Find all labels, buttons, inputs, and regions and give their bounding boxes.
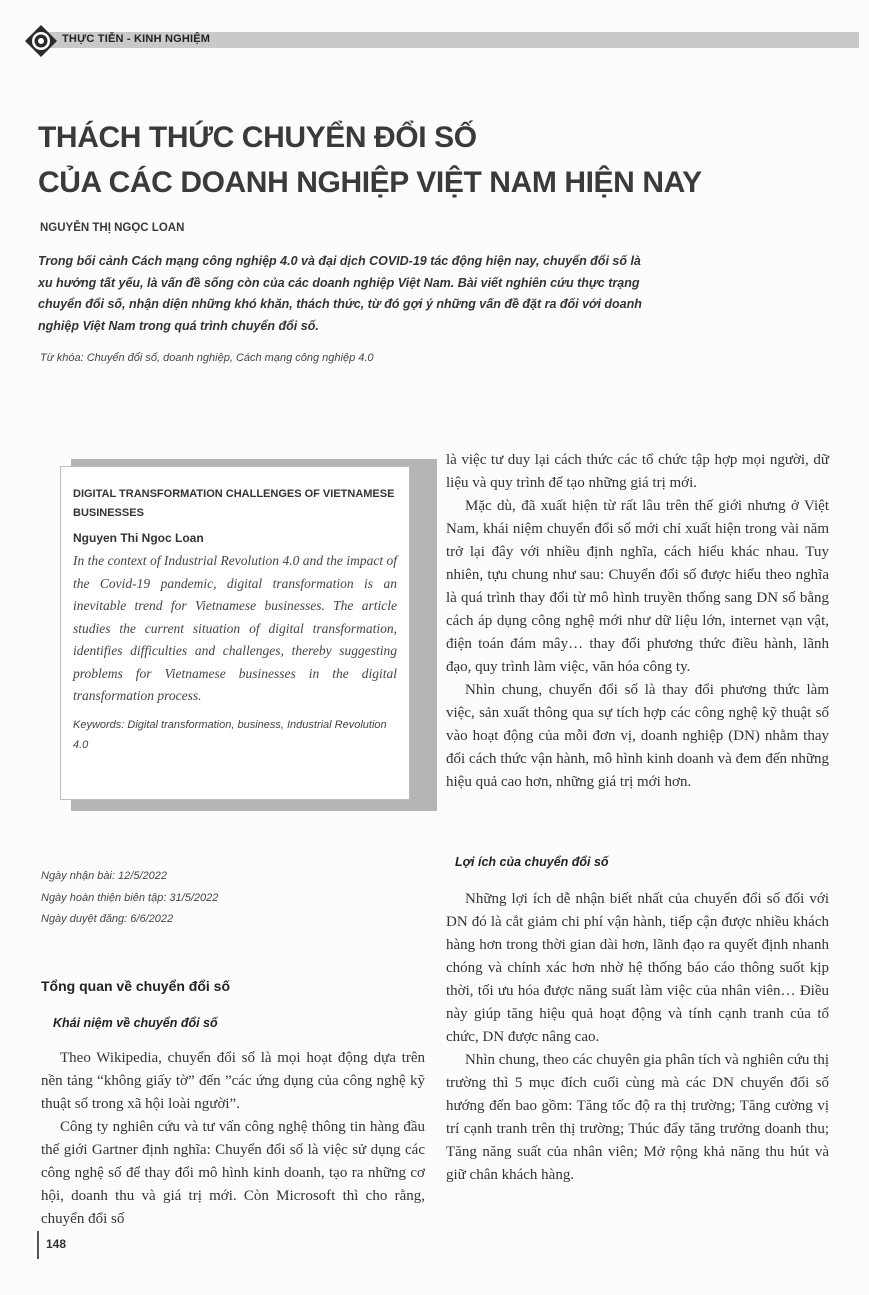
submission-dates xyxy=(41,866,218,931)
date-revised: Ngày hoàn thiện biên tập: 31/5/2022 xyxy=(41,891,219,904)
right-column-body-top xyxy=(446,449,829,794)
page-number-rule xyxy=(37,1231,39,1259)
right-column-body-bottom xyxy=(446,888,829,1187)
english-keywords: Keywords: Digital transformation, business, Industrial Revolution 4.0 xyxy=(73,718,387,751)
title-line-1: THÁCH THỨC CHUYỂN ĐỔI SỐ xyxy=(38,121,477,154)
title-line-2: CỦA CÁC DOANH NGHIỆP VIỆT NAM HIỆN NAY xyxy=(38,166,702,199)
date-received: Ngày nhận bài: 12/5/2022 xyxy=(41,870,167,882)
section-label: THỰC TIỄN - KINH NGHIỆM xyxy=(62,33,211,45)
section-heading: Tổng quan về chuyển đổi số xyxy=(41,978,231,994)
left-column-body xyxy=(41,1047,425,1231)
paragraph-continuation: là việc tư duy lại cách thức các tổ chức tập hợp mọi người, dữ liệu và quy trình để tạo những giá trị mới. xyxy=(446,452,829,491)
paragraph: Mặc dù, đã xuất hiện từ rất lâu trên thế giới nhưng ở Việt Nam, khái niệm chuyển đổi số mới chỉ xuất hiện trong vài năm trở lại đây với nhiều định nghĩa, cách hiểu khác nhau. Tuy nhiên, tựu chung như sau: Chuyển đổi số được hiểu theo nghĩa là quá trình thay đổi từ mô hình truyền thống sang DN số bằng cách áp dụng công nghệ mới như dữ liệu lớn, internet vạn vật, điện toán đám mây… thay đổi phương thức điều hành, lãnh đạo, quy trình làm việc, văn hóa công ty. xyxy=(446,498,829,675)
abstract-vietnamese: Trong bối cảnh Cách mạng công nghiệp 4.0 và đại dịch COVID-19 tác động hiện nay, chuyển đổi số là xu hướng tất yếu, là vấn đề sống còn của các doanh nghiệp Việt Nam. Bài viết nghiên cứu thực trạng chuyển đổi số, nhận diện những khó khăn, thách thức, từ đó gợi ý những vấn đề đặt ra đối với doanh nghiệp Việt Nam trong quá trình chuyển đổi số. xyxy=(38,254,642,333)
paragraph: Nhìn chung, theo các chuyên gia phân tích và nghiên cứu thị trường thì 5 mục đích cuối cùng mà các DN chuyển đổi số hướng đến bao gồm: Tăng tốc độ ra thị trường; Tăng cường vị trí cạnh tranh trên thị trường; Thúc đẩy tăng trưởng doanh thu; Tăng năng suất của nhân viên; Mở rộng khả năng thu hút và giữ chân khách hàng. xyxy=(446,1052,829,1183)
date-approved: Ngày duyệt đăng: 6/6/2022 xyxy=(41,913,174,925)
author-name: NGUYỄN THỊ NGỌC LOAN xyxy=(40,222,185,234)
english-abstract: In the context of Industrial Revolution 4.0 and the impact of the Covid-19 pandemic, digital transformation is an inevitable trend for Vietnamese businesses. The article studies the current situation of digital transformation, identifies difficulties and challenges, thereby suggesting problems for Vietnamese businesses in the digital transformation process. xyxy=(73,553,397,703)
keywords-vietnamese: Từ khóa: Chuyển đổi số, doanh nghiệp, Cách mạng công nghiệp 4.0 xyxy=(40,352,374,364)
paragraph: Công ty nghiên cứu và tư vấn công nghệ thông tin hàng đầu thế giới Gartner định nghĩa: Chuyển đổi số là việc sử dụng các công nghệ số để thay đổi mô hình kinh doanh, tạo ra những cơ hội, doanh thu và giá trị mới. Còn Microsoft thì cho rằng, chuyển đổi số xyxy=(41,1119,425,1227)
english-author: Nguyen Thi Ngoc Loan xyxy=(73,531,204,545)
english-title: DIGITAL TRANSFORMATION CHALLENGES OF VIETNAMESE BUSINESSES xyxy=(73,488,395,519)
subheading-benefits: Lợi ích của chuyển đổi số xyxy=(455,855,609,869)
journal-emblem-icon xyxy=(24,24,58,58)
paragraph: Theo Wikipedia, chuyển đổi số là mọi hoạt động dựa trên nền tảng “không giấy tờ” đến ”các ứng dụng của công nghệ kỹ thuật số trong xã hội loài người”. xyxy=(41,1050,425,1112)
paragraph: Những lợi ích dễ nhận biết nhất của chuyển đổi số đối với DN đó là cắt giảm chi phí vận hành, tiếp cận được nhiều khách hàng hơn trong thời gian dài hơn, lãnh đạo ra quyết định nhanh chóng và chính xác hơn nhờ hệ thống báo cáo thông suốt kịp thời, tối ưu hóa được năng suất làm việc của nhân viên… Điều này giúp tăng hiệu quả hoạt động và tính cạnh tranh của tổ chức, DN được nâng cao. xyxy=(446,891,829,1045)
article-title xyxy=(38,115,798,205)
subheading-concept: Khái niệm về chuyển đổi số xyxy=(53,1016,218,1030)
paragraph: Nhìn chung, chuyển đổi số là thay đổi phương thức làm việc, sản xuất thông qua sự tích hợp các công nghệ kỹ thuật số vào hoạt động của mỗi đơn vị, doanh nghiệp (DN) nhằm thay đổi cách thức vận hành, mô hình kinh doanh và đem đến những hiệu quả cao hơn, những giá trị mới hơn. xyxy=(446,682,829,790)
english-abstract-box xyxy=(60,466,410,800)
page-number: 148 xyxy=(46,1237,67,1251)
